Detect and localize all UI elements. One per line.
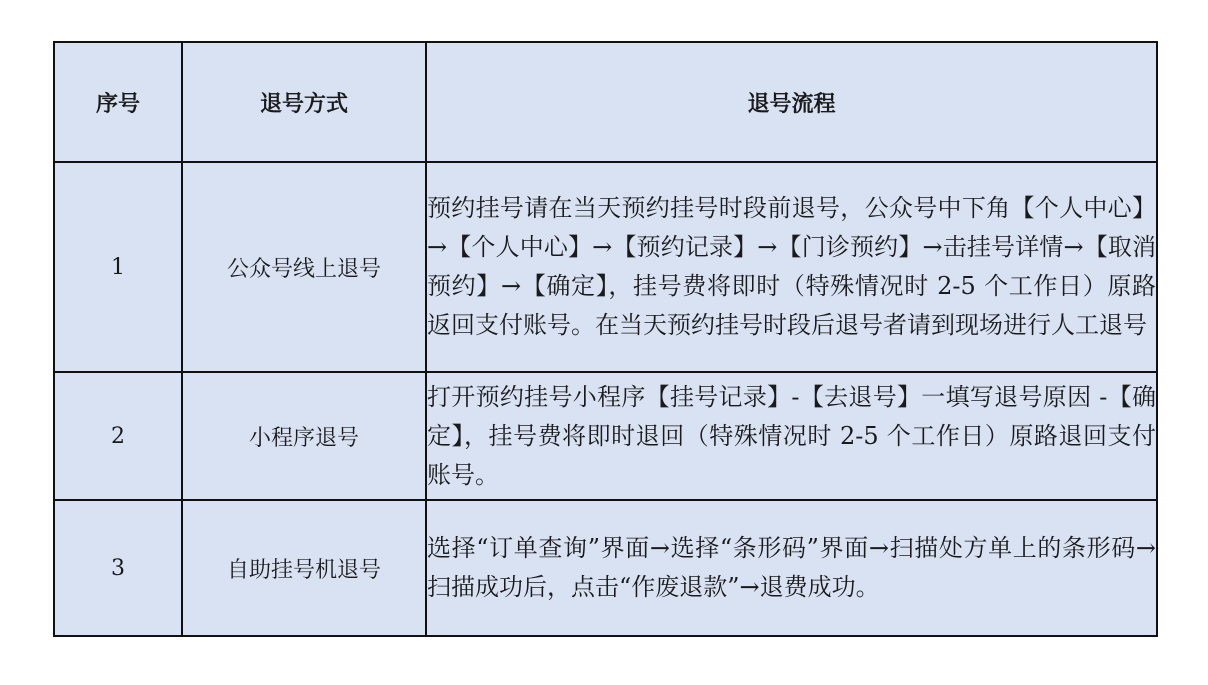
row-method: 自助挂号机退号	[182, 500, 426, 636]
row-method: 公众号线上退号	[182, 162, 426, 372]
refund-method-table	[53, 41, 1158, 637]
row-index: 1	[54, 162, 182, 372]
table-row	[54, 162, 1157, 372]
table-row	[54, 500, 1157, 636]
row-process: 打开预约挂号小程序【挂号记录】-【去退号】一填写退号原因 -【确定】，挂号费将即时退回（特殊情况时 2-5 个工作日）原路退回支付账号。	[426, 372, 1157, 500]
row-process: 预约挂号请在当天预约挂号时段前退号，公众号中下角【个人中心】→【个人中心】→【预约记录】→【门诊预约】→击挂号详情→【取消预约】→【确定】，挂号费将即时（特殊情况时 2-5 个工作日）原路返回支付账号。在当天预约挂号时段后退号者请到现场进行人工退号	[426, 162, 1157, 372]
table-row	[54, 372, 1157, 500]
row-method: 小程序退号	[182, 372, 426, 500]
header-index: 序号	[54, 42, 182, 162]
header-method: 退号方式	[182, 42, 426, 162]
header-process: 退号流程	[426, 42, 1157, 162]
row-index: 3	[54, 500, 182, 636]
row-index: 2	[54, 372, 182, 500]
row-process: 选择“订单查询”界面→选择“条形码”界面→扫描处方单上的条形码→扫描成功后，点击“作废退款”→退费成功。	[426, 500, 1157, 636]
table-header-row	[54, 42, 1157, 162]
